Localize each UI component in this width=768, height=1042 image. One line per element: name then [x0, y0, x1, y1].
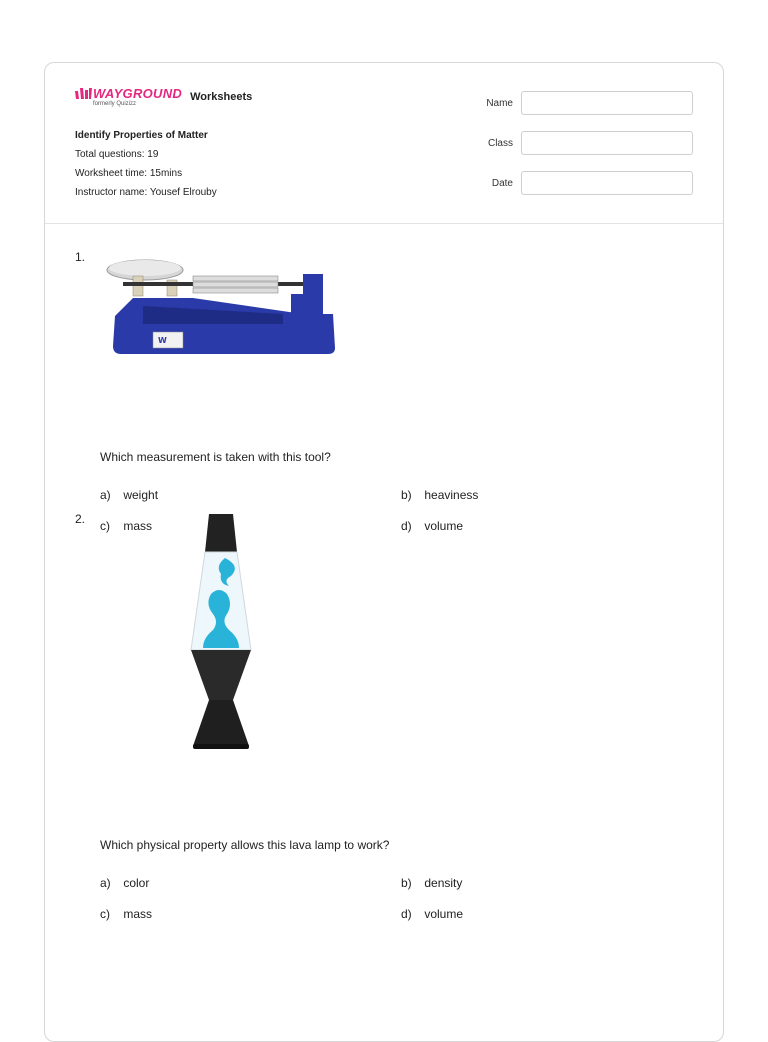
name-field-row: [473, 91, 693, 115]
triple-beam-balance-icon: [103, 254, 338, 362]
option-text: mass: [123, 907, 153, 921]
worksheet-meta: [75, 126, 217, 202]
class-field[interactable]: [521, 131, 693, 155]
option-d[interactable]: [401, 907, 463, 921]
question-text: Which physical property allows this lava lamp to work?: [100, 838, 390, 852]
date-label: Date: [491, 177, 513, 189]
option-letter: d): [401, 907, 412, 921]
option-letter: d): [401, 519, 412, 533]
option-c[interactable]: [100, 519, 152, 533]
name-field[interactable]: [521, 91, 693, 115]
class-field-row: [473, 131, 693, 155]
worksheet-time: Worksheet time: 15mins: [75, 168, 183, 179]
option-a[interactable]: [100, 488, 158, 502]
total-questions: Total questions: 19: [75, 149, 159, 160]
worksheet-title: Identify Properties of Matter: [75, 130, 208, 141]
logo-subtitle: formerly Quizizz: [93, 101, 137, 107]
wayground-logo-icon: [75, 88, 93, 100]
option-text: density: [424, 876, 463, 890]
option-text: mass: [123, 519, 153, 533]
worksheet-page: [44, 62, 724, 1042]
option-text: volume: [424, 907, 464, 921]
option-letter: c): [100, 519, 110, 533]
logo-text: WAYGROUND: [93, 86, 183, 101]
date-field[interactable]: [521, 171, 693, 195]
worksheet-header: [45, 63, 723, 224]
option-b[interactable]: [401, 876, 462, 890]
option-text: volume: [424, 519, 464, 533]
brand-row: [75, 87, 252, 107]
product-name: Worksheets: [190, 91, 253, 103]
option-b[interactable]: [401, 488, 478, 502]
class-label: Class: [487, 137, 513, 149]
instructor-name: Instructor name: Yousef Elrouby: [75, 187, 217, 198]
option-letter: c): [100, 907, 110, 921]
date-field-row: [473, 171, 693, 195]
wayground-logo: [75, 87, 182, 107]
question-number: 2.: [75, 512, 86, 526]
option-text: color: [123, 876, 150, 890]
option-d[interactable]: [401, 519, 463, 533]
option-letter: a): [100, 488, 111, 502]
option-a[interactable]: [100, 876, 149, 890]
option-text: heaviness: [424, 488, 479, 502]
option-letter: b): [401, 876, 412, 890]
question-text: Which measurement is taken with this tool?: [100, 450, 331, 464]
option-c[interactable]: [100, 907, 152, 921]
name-label: Name: [486, 97, 513, 109]
lava-lamp-icon: [189, 514, 253, 750]
svg-text:W: W: [158, 336, 167, 345]
option-letter: b): [401, 488, 412, 502]
option-text: weight: [123, 488, 159, 502]
question-number: 1.: [75, 250, 86, 264]
option-letter: a): [100, 876, 111, 890]
